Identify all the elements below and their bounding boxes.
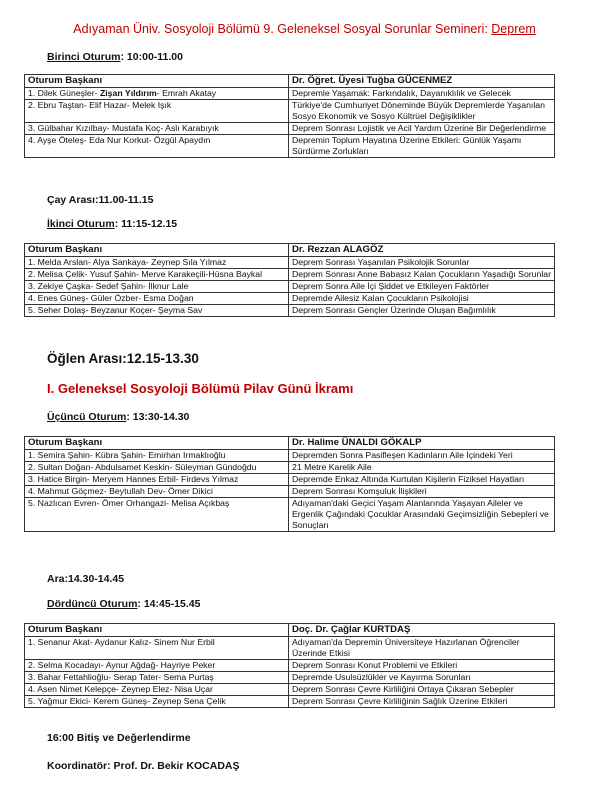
presenters-cell [25, 135, 289, 158]
presentation-topic: Adıyaman'daki Geçici Yaşam Alanlarında Yaşayan Aileler ve Ergenlik Çağındaki Çocuklar Arasındaki Geçimsizliğin Sebepleri ve Sonuçları [289, 498, 555, 532]
presenter-names: Yağmur Ekici- Kerem Güneş- Zeynep Sena Çelik [37, 696, 226, 706]
session-time: : 11:15-12.15 [114, 218, 178, 230]
presenter-names: Gülbahar Kızılbay- Mustafa Koç- Aslı Karabıyık [37, 123, 219, 133]
presenters-cell [25, 474, 289, 486]
presenters-cell [25, 293, 289, 305]
row-number: 1. [28, 637, 36, 647]
presenters-cell [25, 269, 289, 281]
table-row [25, 123, 555, 135]
table-row [25, 462, 555, 474]
presenter-names: Dilek Güneşler- [37, 88, 100, 98]
table-row [25, 257, 555, 269]
presenters-cell [25, 450, 289, 462]
row-number: 4. [28, 135, 36, 145]
presenter-names: Senanur Akat- Aydanur Kalız- Sinem Nur Erbil [37, 637, 215, 647]
table-row [25, 135, 555, 158]
session-table-body [25, 624, 555, 708]
presenter-names: Seher Dolaş- Beyzanur Koçer- Şeyma Sav [37, 305, 203, 315]
presenters-cell [25, 88, 289, 100]
presenters-cell [25, 684, 289, 696]
session-time: : 14:45-15.45 [137, 598, 201, 610]
presentation-topic: Depremde Usulsüzlükler ve Kayırma Sorunları [289, 672, 555, 684]
session-table-body [25, 75, 555, 158]
lunch-break: Öğlen Arası:12.15-13.30 [47, 351, 199, 366]
table-row [25, 696, 555, 708]
presentation-topic: Deprem Sonrası Konut Problemi ve Etkileri [289, 660, 555, 672]
session-table-body [25, 244, 555, 317]
session-2-table [24, 243, 555, 317]
column-header-chair-label: Oturum Başkanı [25, 437, 289, 450]
session-name: Dördüncü Oturum [47, 598, 138, 610]
row-number: 4. [28, 293, 36, 303]
presentation-topic: Deprem Sonrası Anne Babasız Kalan Çocukların Yaşadığı Sorunlar [289, 269, 555, 281]
page-title-main: Adıyaman Üniv. Sosyoloji Bölümü 9. Geleneksel Sosyal Sorunlar Semineri: [73, 22, 492, 36]
presentation-topic: Depremle Yaşamak: Farkındalık, Dayanıklılık ve Gelecek [289, 88, 555, 100]
row-number: 4. [28, 684, 36, 694]
coordinator-note: Koordinatör: Prof. Dr. Bekir KOCADAŞ [47, 760, 240, 772]
presenter-names: Ayşe Öteleş- Eda Nur Korkut- Özgül Apaydın [37, 135, 211, 145]
session-1-heading [47, 51, 183, 63]
presenters-cell [25, 305, 289, 317]
presenter-names: Nazlıcan Evren- Ömer Orhangazi- Melisa Açıkbaş [37, 498, 230, 508]
row-number: 1. [28, 88, 36, 98]
column-header-chair-label: Oturum Başkanı [25, 244, 289, 257]
session-name: Birinci Oturum [47, 51, 121, 63]
session-name: İkinci Oturum [47, 218, 115, 230]
presenter-names: Zekiye Çaşka- Sedef Şahin- İlknur Lale [37, 281, 189, 291]
table-row [25, 305, 555, 317]
table-header-row [25, 75, 555, 88]
presenters-cell [25, 100, 289, 123]
session-1-table [24, 74, 555, 158]
session-chair-name: Dr. Halime ÜNALDI GÖKALP [289, 437, 555, 450]
row-number: 3. [28, 672, 36, 682]
page-title-topic: Deprem [491, 22, 536, 36]
table-row [25, 637, 555, 660]
presentation-topic: Türkiye'de Cumhuriyet Döneminde Büyük Depremlerde Yaşanılan Sosyo Ekonomik ve Sosyo Kültrüel Değişiklikler [289, 100, 555, 123]
table-row [25, 88, 555, 100]
table-header-row [25, 624, 555, 637]
table-row [25, 269, 555, 281]
table-row [25, 672, 555, 684]
session-chair-name: Dr. Öğret. Üyesi Tuğba GÜCENMEZ [289, 75, 555, 88]
row-number: 2. [28, 462, 36, 472]
afternoon-break: Ara:14.30-14.45 [47, 573, 125, 585]
presenter-names: Ebru Taştan- Elif Hazar- Melek Işık [37, 100, 172, 110]
session-4-table [24, 623, 555, 708]
presenter-names: Enes Güneş- Güler Özber- Esma Doğan [37, 293, 194, 303]
presentation-topic: Deprem Sonrası Lojistik ve Acil Yardım Üzerine Bir Değerlendirme [289, 123, 555, 135]
column-header-chair-label: Oturum Başkanı [25, 75, 289, 88]
table-row [25, 498, 555, 532]
presenter-names: Sultan Doğan- Abdulsamet Keskin- Süleyman Gündoğdu [37, 462, 257, 472]
presenters-cell [25, 696, 289, 708]
row-number: 2. [28, 269, 36, 279]
table-row [25, 486, 555, 498]
closing-note: 16:00 Bitiş ve Değerlendirme [47, 732, 191, 744]
session-table-body [25, 437, 555, 532]
table-header-row [25, 244, 555, 257]
tea-break: Çay Arası:11.00-11.15 [47, 194, 154, 206]
row-number: 3. [28, 474, 36, 484]
presenter-names: - Emrah Akatay [156, 88, 217, 98]
table-row [25, 684, 555, 696]
table-row [25, 100, 555, 123]
presentation-topic: Depremin Toplum Hayatına Üzerine Etkileri: Günlük Yaşamı Sürdürme Zorlukları [289, 135, 555, 158]
presentation-topic: Deprem Sonrası Komşuluk İlişkileri [289, 486, 555, 498]
presenters-cell [25, 498, 289, 532]
table-row [25, 281, 555, 293]
row-number: 3. [28, 281, 36, 291]
session-time: : 13:30-14.30 [126, 411, 190, 423]
presentation-topic: Depremde Ailesiz Kalan Çocukların Psikolojisi [289, 293, 555, 305]
presenters-cell [25, 486, 289, 498]
presentation-topic: 21 Metre Karelik Aile [289, 462, 555, 474]
row-number: 5. [28, 696, 36, 706]
row-number: 2. [28, 660, 36, 670]
presenters-cell [25, 660, 289, 672]
presenter-names: Asen Nimet Kelepçe- Zeynep Elez- Nisa Uçar [37, 684, 213, 694]
row-number: 4. [28, 486, 36, 496]
presenter-names: Hatice Birgin- Meryem Hannes Erbil- Firdevs Yılmaz [37, 474, 239, 484]
row-number: 1. [28, 257, 36, 267]
presentation-topic: Depremde Enkaz Altında Kurtulan Kişilerin Fiziksel Hayatları [289, 474, 555, 486]
presenter-name-bold: Zişan Yıldırım [99, 88, 157, 98]
presentation-topic: Deprem Sonrası Yaşanılan Psikolojik Sorunlar [289, 257, 555, 269]
session-chair-name: Dr. Rezzan ALAGÖZ [289, 244, 555, 257]
presenter-names: Bahar Fettahlioğlu- Serap Tater- Sema Purtaş [37, 672, 214, 682]
column-header-chair-label: Oturum Başkanı [25, 624, 289, 637]
presentation-topic: Deprem Sonrası Gençler Üzerinde Oluşan Bağımlılık [289, 305, 555, 317]
page-title [0, 22, 609, 36]
table-row [25, 450, 555, 462]
presenters-cell [25, 257, 289, 269]
presenter-names: Selma Kocadayı- Aynur Ağdağ- Hayriye Peker [37, 660, 216, 670]
presenters-cell [25, 672, 289, 684]
row-number: 5. [28, 305, 36, 315]
presenter-names: Melda Arslan- Alya Sankaya- Zeynep Sıla Yılmaz [37, 257, 227, 267]
row-number: 2. [28, 100, 36, 110]
table-row [25, 293, 555, 305]
session-2-heading [47, 218, 177, 230]
session-name: Üçüncü Oturum [47, 411, 127, 423]
session-chair-name: Doç. Dr. Çağlar KURTDAŞ [289, 624, 555, 637]
table-row [25, 474, 555, 486]
presentation-topic: Depremden Sonra Pasifleşen Kadınların Aile İçindeki Yeri [289, 450, 555, 462]
presenter-names: Semira Şahin- Kübra Şahin- Emirhan Irmaklıoğlu [37, 450, 226, 460]
row-number: 3. [28, 123, 36, 133]
presentation-topic: Deprem Sonrası Çevre Kirliliğini Ortaya Çıkaran Sebepler [289, 684, 555, 696]
presenter-names: Mahmut Göçmez- Beytullah Dev- Ömer Dikici [37, 486, 213, 496]
presentation-topic: Deprem Sonrası Çevre Kirliliğinin Sağlık Üzerine Etkileri [289, 696, 555, 708]
pilaf-day-heading: I. Geleneksel Sosyoloji Bölümü Pilav Günü İkramı [47, 381, 354, 396]
table-row [25, 660, 555, 672]
presenters-cell [25, 281, 289, 293]
presentation-topic: Adıyaman'da Depremin Üniversiteye Hazırlanan Öğrenciler Üzerinde Etkisi [289, 637, 555, 660]
row-number: 5. [28, 498, 36, 508]
presentation-topic: Deprem Sonra Aile İçi Şiddet ve Etkileyen Faktörler [289, 281, 555, 293]
presenters-cell [25, 123, 289, 135]
session-time: : 10:00-11.00 [120, 51, 183, 63]
session-3-heading [47, 411, 189, 423]
presenter-names: Melisa Çelik- Yusuf Şahin- Merve Karakeçili-Hüsna Baykal [37, 269, 263, 279]
presenters-cell [25, 462, 289, 474]
presenters-cell [25, 637, 289, 660]
row-number: 1. [28, 450, 36, 460]
table-header-row [25, 437, 555, 450]
session-3-table [24, 436, 555, 532]
session-4-heading [47, 598, 200, 610]
